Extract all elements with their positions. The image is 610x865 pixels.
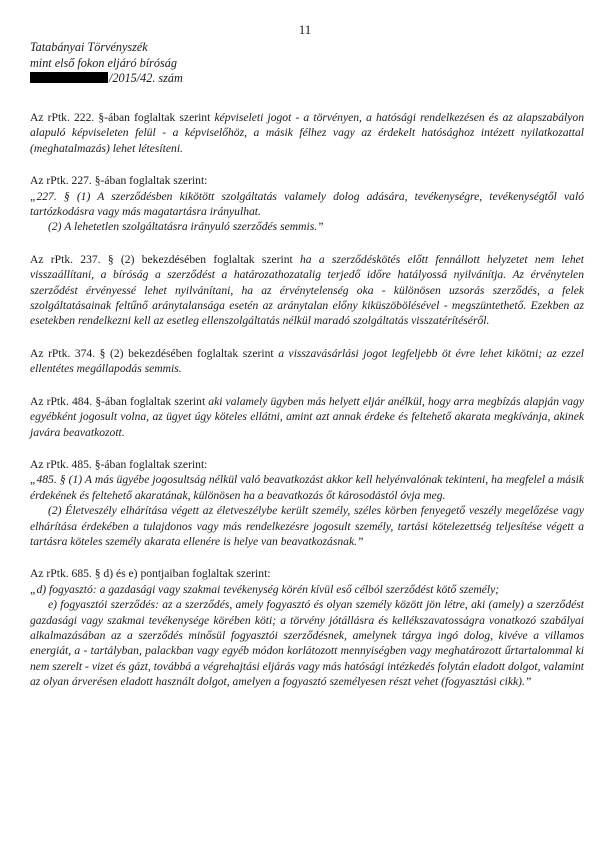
quote-line: (2) A lehetetlen szolgáltatásra irányuló szerződés semmis.”	[48, 220, 324, 234]
paragraph-intro: Az rPtk. 485. §-ában foglaltak szerint:	[30, 457, 208, 471]
quote-line: „d) fogyasztó: a gazdasági vagy szakmai tevékenység körén kívül eső célból szerződést kötő személy;	[30, 582, 500, 596]
paragraph-237	[30, 252, 584, 329]
paragraph-484	[30, 394, 584, 440]
page-number: 11	[298, 22, 312, 37]
paragraph-quote: a visszavásárlási jogot legfeljebb öt évre lehet kikötni; az ezzel ellentétes megállapodás semmis.	[30, 346, 584, 376]
quote-line: „485. § (1) A más ügyébe jogosultság nélkül való beavatkozást akkor kell helyénvalónak tekinteni, ha megfelel a másik érdekének és feltehető akaratának, különösen ha a beavatkozás őt károsodástól óvja meg.	[30, 473, 584, 502]
paragraph-quote: képviseleti jogot - a törvényen, a hatósági rendelkezésen és az alapszabályon alapuló képviseleten felül - a képviselőhöz, a másik félhez vagy az érdekelt hatósághoz intézett nyilatkozattal (meghatalmazás) lehet létesíteni.	[30, 111, 584, 155]
court-name: Tatabányai Törvényszék	[30, 40, 148, 54]
paragraph-intro: Az rPtk. 685. § d) és e) pontjaiban foglaltak szerint:	[30, 567, 271, 581]
paragraph-quote: aki valamely ügyben más helyett eljár anélkül, hogy arra megbízás alapján vagy egyébként jogosult volna, az ügyet úgy köteles ellátni, amint azt annak érdeke és feltehető akarata megkívánja, akinek javára beavatkozott.	[30, 394, 584, 439]
paragraph-quote: ha a szerződéskötés előtt fennállott helyzetet nem lehet visszaállítani, a bíróság a szerződést a határozathozatalig terjedő időre hatályossá nyilvánítja. Az érvénytelen szerződést érvényessé lehet nyilvánítani, ha az érvénytelenség oka - különösen uzsorás szerződés, a felek szolgáltatásainak feltűnő aránytalansága esetén az aránytalan előny kiküszöbölésével - megszüntethető. Ezekben az esetekben rendelkezni kell az esetleg ellenszolgáltatás nélkül maradó szolgáltatás visszatérítéséről.	[30, 252, 585, 328]
redaction-bar	[30, 72, 108, 83]
paragraph-intro: Az rPtk. 222. §-ában foglaltak szerint	[30, 111, 211, 124]
paragraph-222	[30, 110, 584, 156]
quote-line: „227. § (1) A szerződésben kikötött szolgáltatás valamely dolog adására, tevékenységre, tevékenységtől való tartózkodásra vagy más magatartásra irányulhat.	[30, 189, 584, 219]
paragraph-485	[30, 457, 584, 549]
case-number-line	[30, 71, 183, 87]
paragraph-374	[30, 346, 584, 377]
court-role: mint első fokon eljáró bíróság	[30, 55, 177, 70]
paragraph-685	[30, 566, 584, 689]
document-body	[30, 110, 584, 707]
document-header	[30, 40, 183, 87]
quote-line: (2) Életveszély elhárítása végett az életveszélybe került személy, széles körben fenyegető veszély megelőzése vagy elhárítása érdekében a tulajdonos vagy más rendelkezésre jogosult személy, tartási kötelezettség teljesítése végett a tartásra köteles személy akarata ellenére is helye van beavatkozásnak.”	[30, 504, 584, 548]
paragraph-intro: Az rPtk. 227. §-ában foglaltak szerint:	[30, 174, 208, 188]
paragraph-227	[30, 173, 584, 235]
case-number: /2015/42. szám	[109, 71, 183, 85]
quote-line: e) fogyasztói szerződés: az a szerződés, amely fogyasztó és olyan személy között jön létre, aki (amely) a szerződést gazdasági vagy szakmai tevékenysége körében köti; a törvény jótállásra és kellékszavatosságra vonatkozó szabályai alkalmazásában az a szerződés minősül fogyasztói szerződésnek, amelynek tárgya ingó dolog, kivéve a villamos energiát, a - tartályban, palackban vagy egyéb módon korlátozott mennyiségben vagy meghatározott űrtartalommal ki nem szerelt - vizet és gázt, továbbá a végrehajtási eljárás vagy más hatósági intézkedés folytán eladott dolgot, valamint az olyan árverésen eladott használt dolgot, amelyen a fogyasztó személyesen részt vehet (fogyasztási cikk).”	[30, 598, 584, 689]
paragraph-intro: Az rPtk. 374. § (2) bekezdésében foglaltak szerint	[30, 346, 274, 360]
paragraph-intro: Az rPtk. 237. § (2) bekezdésében foglaltak szerint	[30, 252, 293, 266]
paragraph-intro: Az rPtk. 484. §-ában foglaltak szerint	[30, 394, 206, 408]
